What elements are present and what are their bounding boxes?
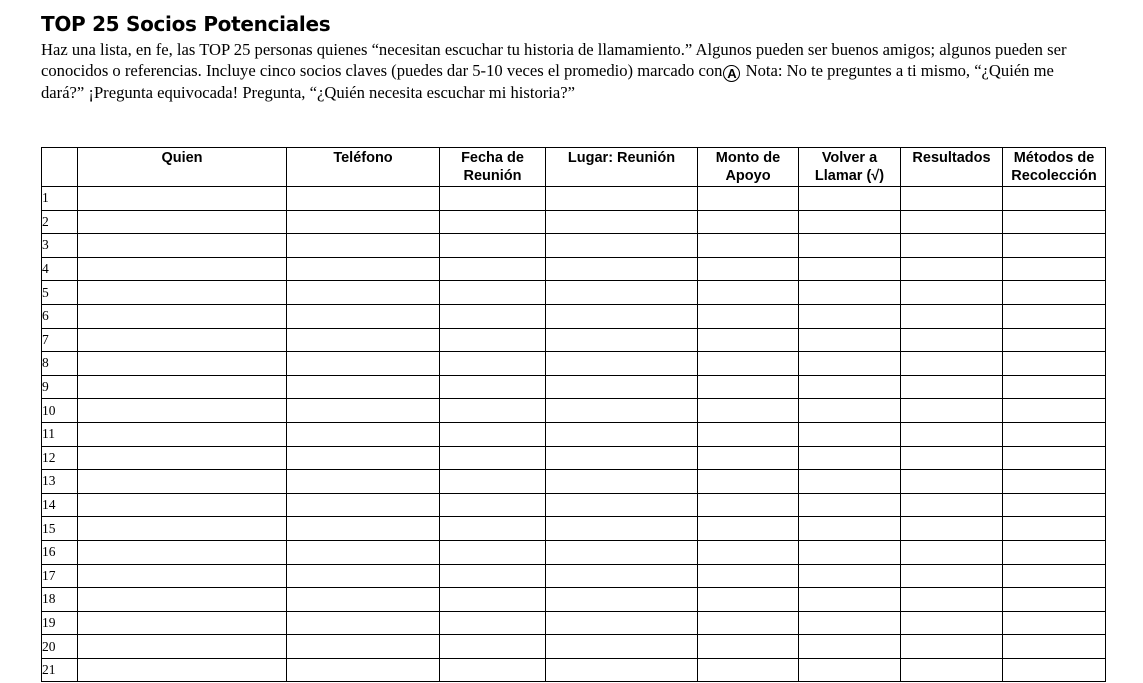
table-row <box>42 588 1106 612</box>
cell-metodos-de-recoleccion[interactable] <box>1003 187 1106 211</box>
cell-quien[interactable] <box>78 658 287 682</box>
cell-quien[interactable] <box>78 493 287 517</box>
table-header-row <box>42 148 1106 187</box>
row-number: 11 <box>42 422 78 446</box>
cell-lugar-reunion[interactable] <box>546 446 698 470</box>
cell-monto-de-apoyo[interactable] <box>698 187 799 211</box>
cell-monto-de-apoyo[interactable] <box>698 540 799 564</box>
cell-fecha-de-reunion[interactable] <box>440 328 546 352</box>
cell-metodos-de-recoleccion[interactable] <box>1003 399 1106 423</box>
cell-lugar-reunion[interactable] <box>546 375 698 399</box>
cell-quien[interactable] <box>78 540 287 564</box>
cell-fecha-de-reunion[interactable] <box>440 399 546 423</box>
table-row <box>42 352 1106 376</box>
cell-volver-a-llamar[interactable] <box>799 540 901 564</box>
cell-telefono[interactable] <box>287 187 440 211</box>
cell-resultados[interactable] <box>901 257 1003 281</box>
cell-monto-de-apoyo[interactable] <box>698 281 799 305</box>
cell-resultados[interactable] <box>901 304 1003 328</box>
cell-quien[interactable] <box>78 328 287 352</box>
row-number: 16 <box>42 540 78 564</box>
cell-resultados[interactable] <box>901 470 1003 494</box>
cell-fecha-de-reunion[interactable] <box>440 352 546 376</box>
instructions-note: Nota: No te preguntes a ti mismo, “¿Quién me dará?” ¡Pregunta equivocada! Pregunta, “¿Quién necesita escuchar mi historia?” <box>41 61 1054 102</box>
table-row <box>42 446 1106 470</box>
table-row <box>42 517 1106 541</box>
cell-telefono[interactable] <box>287 493 440 517</box>
cell-quien[interactable] <box>78 210 287 234</box>
cell-quien[interactable] <box>78 517 287 541</box>
cell-volver-a-llamar[interactable] <box>799 304 901 328</box>
cell-lugar-reunion[interactable] <box>546 210 698 234</box>
header-lugar-reunion: Lugar: Reunión <box>546 148 698 187</box>
row-number: 5 <box>42 281 78 305</box>
cell-fecha-de-reunion[interactable] <box>440 375 546 399</box>
cell-telefono[interactable] <box>287 635 440 659</box>
circled-a-marker: A <box>723 65 740 82</box>
cell-telefono[interactable] <box>287 328 440 352</box>
cell-lugar-reunion[interactable] <box>546 564 698 588</box>
row-number: 13 <box>42 470 78 494</box>
page-title: TOP 25 Socios Potenciales <box>41 12 331 36</box>
cell-fecha-de-reunion[interactable] <box>440 611 546 635</box>
cell-volver-a-llamar[interactable] <box>799 517 901 541</box>
cell-resultados[interactable] <box>901 281 1003 305</box>
cell-resultados[interactable] <box>901 658 1003 682</box>
cell-telefono[interactable] <box>287 658 440 682</box>
cell-resultados[interactable] <box>901 493 1003 517</box>
table-row <box>42 234 1106 258</box>
table-row <box>42 422 1106 446</box>
table-row <box>42 470 1106 494</box>
row-number: 6 <box>42 304 78 328</box>
cell-metodos-de-recoleccion[interactable] <box>1003 611 1106 635</box>
cell-volver-a-llamar[interactable] <box>799 352 901 376</box>
table-row <box>42 281 1106 305</box>
cell-volver-a-llamar[interactable] <box>799 375 901 399</box>
table-row <box>42 328 1106 352</box>
row-number: 3 <box>42 234 78 258</box>
cell-monto-de-apoyo[interactable] <box>698 588 799 612</box>
cell-volver-a-llamar[interactable] <box>799 328 901 352</box>
cell-telefono[interactable] <box>287 257 440 281</box>
row-number: 9 <box>42 375 78 399</box>
row-number: 15 <box>42 517 78 541</box>
cell-volver-a-llamar[interactable] <box>799 588 901 612</box>
cell-resultados[interactable] <box>901 611 1003 635</box>
cell-monto-de-apoyo[interactable] <box>698 328 799 352</box>
cell-lugar-reunion[interactable] <box>546 540 698 564</box>
cell-fecha-de-reunion[interactable] <box>440 658 546 682</box>
cell-metodos-de-recoleccion[interactable] <box>1003 446 1106 470</box>
cell-lugar-reunion[interactable] <box>546 234 698 258</box>
cell-telefono[interactable] <box>287 281 440 305</box>
cell-resultados[interactable] <box>901 540 1003 564</box>
header-number <box>42 148 78 187</box>
cell-resultados[interactable] <box>901 588 1003 612</box>
cell-quien[interactable] <box>78 588 287 612</box>
cell-resultados[interactable] <box>901 187 1003 211</box>
cell-fecha-de-reunion[interactable] <box>440 635 546 659</box>
cell-telefono[interactable] <box>287 352 440 376</box>
cell-monto-de-apoyo[interactable] <box>698 234 799 258</box>
cell-metodos-de-recoleccion[interactable] <box>1003 328 1106 352</box>
cell-monto-de-apoyo[interactable] <box>698 611 799 635</box>
cell-fecha-de-reunion[interactable] <box>440 517 546 541</box>
cell-quien[interactable] <box>78 470 287 494</box>
cell-resultados[interactable] <box>901 399 1003 423</box>
cell-fecha-de-reunion[interactable] <box>440 234 546 258</box>
cell-volver-a-llamar[interactable] <box>799 422 901 446</box>
cell-lugar-reunion[interactable] <box>546 281 698 305</box>
cell-monto-de-apoyo[interactable] <box>698 304 799 328</box>
cell-metodos-de-recoleccion[interactable] <box>1003 658 1106 682</box>
cell-resultados[interactable] <box>901 517 1003 541</box>
cell-quien[interactable] <box>78 352 287 376</box>
header-monto-de-apoyo: Monto de Apoyo <box>698 148 799 187</box>
table-row <box>42 540 1106 564</box>
cell-fecha-de-reunion[interactable] <box>440 446 546 470</box>
cell-metodos-de-recoleccion[interactable] <box>1003 588 1106 612</box>
cell-volver-a-llamar[interactable] <box>799 493 901 517</box>
cell-lugar-reunion[interactable] <box>546 517 698 541</box>
cell-metodos-de-recoleccion[interactable] <box>1003 540 1106 564</box>
cell-metodos-de-recoleccion[interactable] <box>1003 304 1106 328</box>
row-number: 18 <box>42 588 78 612</box>
cell-volver-a-llamar[interactable] <box>799 234 901 258</box>
cell-volver-a-llamar[interactable] <box>799 210 901 234</box>
table-row <box>42 611 1106 635</box>
cell-metodos-de-recoleccion[interactable] <box>1003 635 1106 659</box>
cell-fecha-de-reunion[interactable] <box>440 470 546 494</box>
header-resultados: Resultados <box>901 148 1003 187</box>
header-telefono: Teléfono <box>287 148 440 187</box>
cell-quien[interactable] <box>78 234 287 258</box>
cell-telefono[interactable] <box>287 422 440 446</box>
cell-metodos-de-recoleccion[interactable] <box>1003 517 1106 541</box>
table-row <box>42 210 1106 234</box>
cell-telefono[interactable] <box>287 540 440 564</box>
cell-quien[interactable] <box>78 399 287 423</box>
cell-volver-a-llamar[interactable] <box>799 635 901 659</box>
table-row <box>42 635 1106 659</box>
row-number: 2 <box>42 210 78 234</box>
row-number: 19 <box>42 611 78 635</box>
cell-lugar-reunion[interactable] <box>546 658 698 682</box>
row-number: 1 <box>42 187 78 211</box>
cell-resultados[interactable] <box>901 352 1003 376</box>
cell-monto-de-apoyo[interactable] <box>698 257 799 281</box>
cell-fecha-de-reunion[interactable] <box>440 304 546 328</box>
cell-volver-a-llamar[interactable] <box>799 187 901 211</box>
row-number: 17 <box>42 564 78 588</box>
cell-telefono[interactable] <box>287 446 440 470</box>
row-number: 14 <box>42 493 78 517</box>
cell-fecha-de-reunion[interactable] <box>440 281 546 305</box>
table-row <box>42 493 1106 517</box>
cell-telefono[interactable] <box>287 375 440 399</box>
cell-quien[interactable] <box>78 611 287 635</box>
cell-telefono[interactable] <box>287 611 440 635</box>
cell-metodos-de-recoleccion[interactable] <box>1003 375 1106 399</box>
instructions-text: Haz una lista, en fe, las TOP 25 personas quienes “necesitan escuchar tu historia de llamamiento.” Algunos pueden ser buenos amigos; algunos pueden ser conocidos o referencias. Incluye cinco socios claves (puedes dar 5-10 veces el promedio) marcado con <box>41 40 1067 80</box>
cell-telefono[interactable] <box>287 210 440 234</box>
cell-quien[interactable] <box>78 422 287 446</box>
cell-lugar-reunion[interactable] <box>546 328 698 352</box>
cell-volver-a-llamar[interactable] <box>799 611 901 635</box>
cell-metodos-de-recoleccion[interactable] <box>1003 422 1106 446</box>
cell-lugar-reunion[interactable] <box>546 493 698 517</box>
cell-monto-de-apoyo[interactable] <box>698 470 799 494</box>
table-row <box>42 375 1106 399</box>
header-fecha-de-reunion: Fecha de Reunión <box>440 148 546 187</box>
cell-telefono[interactable] <box>287 564 440 588</box>
partners-table <box>41 147 1106 682</box>
cell-resultados[interactable] <box>901 375 1003 399</box>
instructions-paragraph <box>41 39 1101 103</box>
cell-lugar-reunion[interactable] <box>546 304 698 328</box>
cell-lugar-reunion[interactable] <box>546 187 698 211</box>
row-number: 20 <box>42 635 78 659</box>
cell-metodos-de-recoleccion[interactable] <box>1003 257 1106 281</box>
cell-monto-de-apoyo[interactable] <box>698 375 799 399</box>
row-number: 4 <box>42 257 78 281</box>
cell-monto-de-apoyo[interactable] <box>698 352 799 376</box>
cell-fecha-de-reunion[interactable] <box>440 210 546 234</box>
table-row <box>42 187 1106 211</box>
header-volver-a-llamar: Volver a Llamar (√) <box>799 148 901 187</box>
cell-telefono[interactable] <box>287 234 440 258</box>
cell-quien[interactable] <box>78 635 287 659</box>
cell-fecha-de-reunion[interactable] <box>440 493 546 517</box>
cell-monto-de-apoyo[interactable] <box>698 658 799 682</box>
cell-metodos-de-recoleccion[interactable] <box>1003 210 1106 234</box>
row-number: 21 <box>42 658 78 682</box>
cell-fecha-de-reunion[interactable] <box>440 422 546 446</box>
cell-volver-a-llamar[interactable] <box>799 281 901 305</box>
cell-volver-a-llamar[interactable] <box>799 658 901 682</box>
cell-lugar-reunion[interactable] <box>546 352 698 376</box>
cell-quien[interactable] <box>78 304 287 328</box>
cell-fecha-de-reunion[interactable] <box>440 564 546 588</box>
cell-lugar-reunion[interactable] <box>546 422 698 446</box>
cell-quien[interactable] <box>78 564 287 588</box>
cell-quien[interactable] <box>78 375 287 399</box>
cell-lugar-reunion[interactable] <box>546 635 698 659</box>
cell-volver-a-llamar[interactable] <box>799 257 901 281</box>
cell-volver-a-llamar[interactable] <box>799 564 901 588</box>
table-row <box>42 304 1106 328</box>
cell-lugar-reunion[interactable] <box>546 588 698 612</box>
cell-monto-de-apoyo[interactable] <box>698 517 799 541</box>
cell-monto-de-apoyo[interactable] <box>698 399 799 423</box>
cell-fecha-de-reunion[interactable] <box>440 540 546 564</box>
cell-telefono[interactable] <box>287 304 440 328</box>
cell-lugar-reunion[interactable] <box>546 470 698 494</box>
cell-monto-de-apoyo[interactable] <box>698 493 799 517</box>
cell-quien[interactable] <box>78 187 287 211</box>
cell-metodos-de-recoleccion[interactable] <box>1003 564 1106 588</box>
header-metodos-de-recoleccion: Métodos de Recolección <box>1003 148 1106 187</box>
cell-quien[interactable] <box>78 257 287 281</box>
cell-monto-de-apoyo[interactable] <box>698 635 799 659</box>
cell-fecha-de-reunion[interactable] <box>440 588 546 612</box>
header-quien: Quien <box>78 148 287 187</box>
cell-fecha-de-reunion[interactable] <box>440 187 546 211</box>
cell-quien[interactable] <box>78 281 287 305</box>
cell-resultados[interactable] <box>901 564 1003 588</box>
table-body <box>42 187 1106 682</box>
cell-metodos-de-recoleccion[interactable] <box>1003 352 1106 376</box>
table-row <box>42 399 1106 423</box>
row-number: 8 <box>42 352 78 376</box>
row-number: 10 <box>42 399 78 423</box>
cell-monto-de-apoyo[interactable] <box>698 422 799 446</box>
cell-resultados[interactable] <box>901 635 1003 659</box>
cell-telefono[interactable] <box>287 399 440 423</box>
cell-telefono[interactable] <box>287 517 440 541</box>
row-number: 12 <box>42 446 78 470</box>
cell-resultados[interactable] <box>901 422 1003 446</box>
cell-metodos-de-recoleccion[interactable] <box>1003 281 1106 305</box>
cell-telefono[interactable] <box>287 470 440 494</box>
cell-volver-a-llamar[interactable] <box>799 470 901 494</box>
cell-lugar-reunion[interactable] <box>546 257 698 281</box>
table-row <box>42 564 1106 588</box>
cell-resultados[interactable] <box>901 328 1003 352</box>
cell-volver-a-llamar[interactable] <box>799 446 901 470</box>
cell-monto-de-apoyo[interactable] <box>698 210 799 234</box>
cell-metodos-de-recoleccion[interactable] <box>1003 470 1106 494</box>
cell-metodos-de-recoleccion[interactable] <box>1003 234 1106 258</box>
cell-resultados[interactable] <box>901 234 1003 258</box>
cell-resultados[interactable] <box>901 210 1003 234</box>
cell-fecha-de-reunion[interactable] <box>440 257 546 281</box>
cell-volver-a-llamar[interactable] <box>799 399 901 423</box>
cell-resultados[interactable] <box>901 446 1003 470</box>
cell-telefono[interactable] <box>287 588 440 612</box>
cell-quien[interactable] <box>78 446 287 470</box>
row-number: 7 <box>42 328 78 352</box>
cell-lugar-reunion[interactable] <box>546 399 698 423</box>
cell-monto-de-apoyo[interactable] <box>698 446 799 470</box>
cell-lugar-reunion[interactable] <box>546 611 698 635</box>
table-row <box>42 257 1106 281</box>
table-row <box>42 658 1106 682</box>
cell-metodos-de-recoleccion[interactable] <box>1003 493 1106 517</box>
cell-monto-de-apoyo[interactable] <box>698 564 799 588</box>
